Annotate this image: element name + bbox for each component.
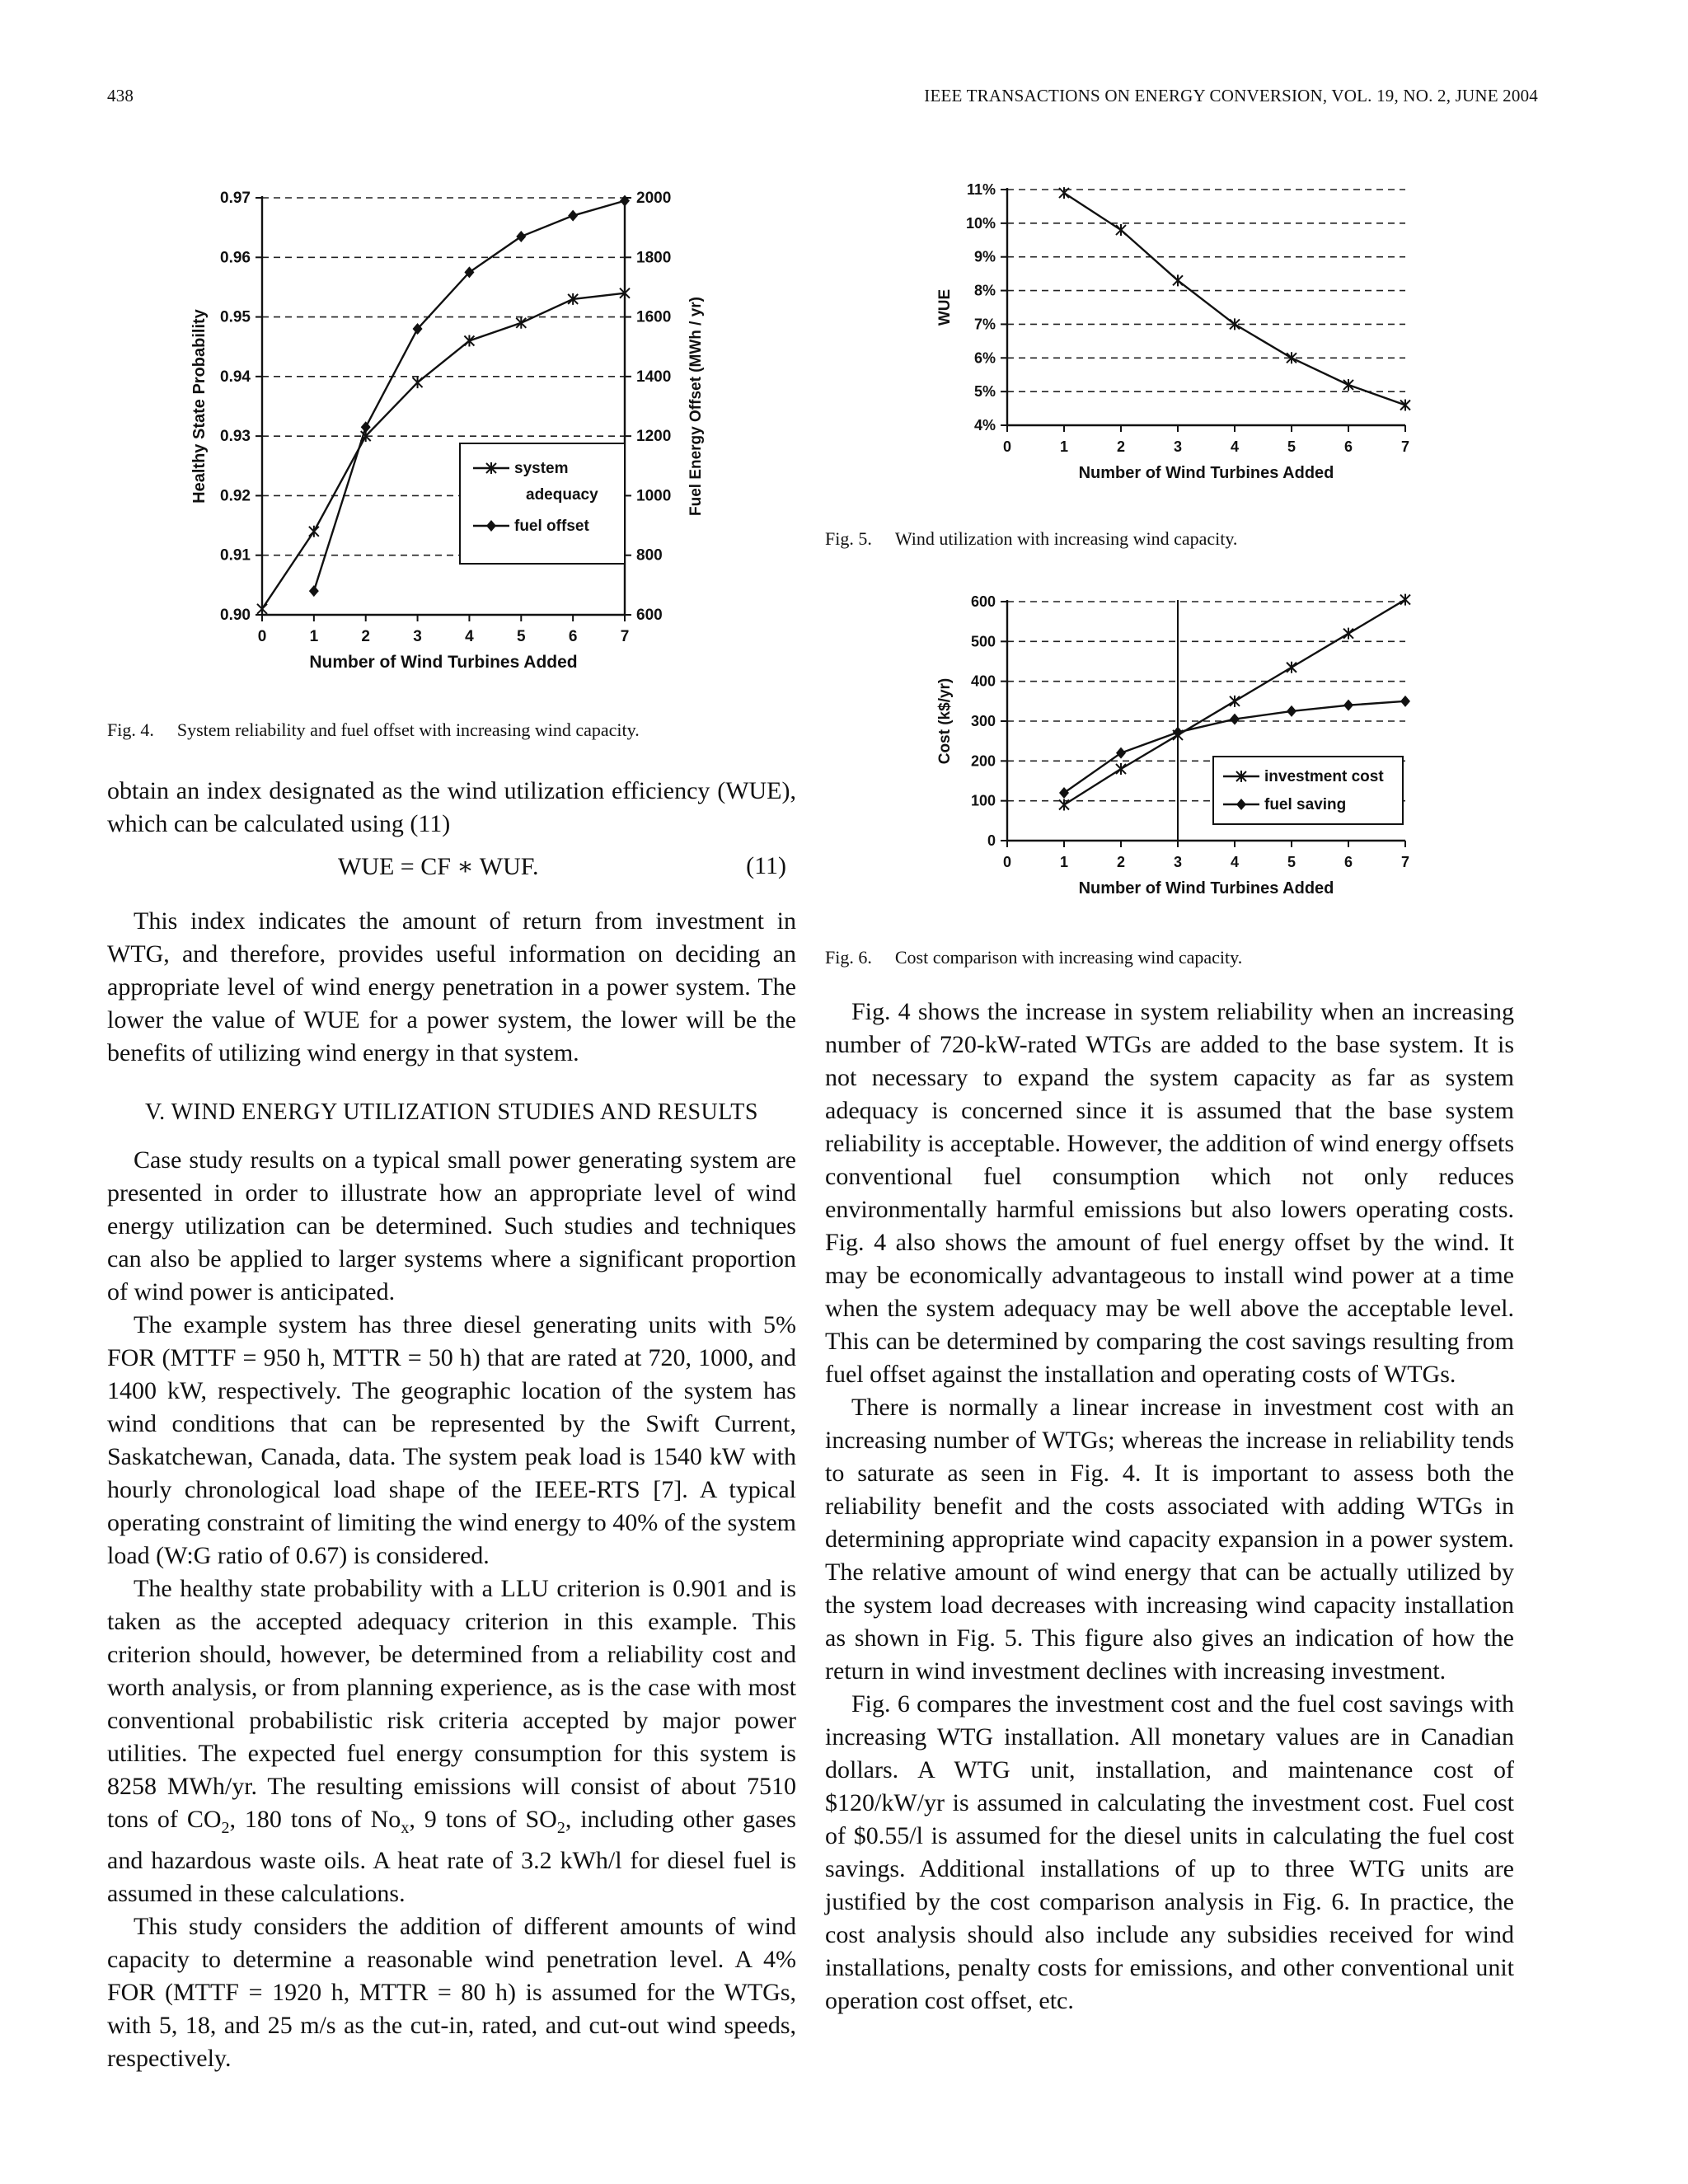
- point-system-adequacy: [413, 377, 423, 388]
- y-axis-label: Cost (k$/yr): [936, 677, 954, 765]
- point-investment-cost: [1400, 594, 1410, 606]
- x-tick-label: 6: [568, 628, 578, 645]
- y-tick-label: 0.91: [220, 546, 251, 565]
- point-investment-cost: [1116, 763, 1126, 775]
- y-tick-label: 11%: [966, 181, 996, 198]
- x-tick-label: 4: [1230, 854, 1240, 870]
- legend-label-fuel-saving: fuel saving: [1264, 796, 1347, 813]
- legend-box: [1213, 757, 1403, 824]
- point-investment-cost: [1343, 628, 1353, 640]
- x-tick-label: 0: [257, 628, 267, 645]
- y-tick-label: 10%: [965, 214, 996, 232]
- y2-tick-label: 1600: [636, 308, 672, 326]
- point-WUE: [1343, 379, 1353, 391]
- x-tick-label: 5: [1287, 854, 1296, 870]
- y-tick-label: 0.95: [220, 308, 251, 326]
- para-study: This study considers the addition of different amounts of wind capacity to determine a reasonable wind penetration level. A 4% FOR (MTTF = 1920 h, MTTR = 80 h) is assumed for the WTGs, with 5, 18, and 25 m/s as the cut-in, rated, and cut-out wind speeds, respectively.: [107, 1913, 796, 2072]
- fig5-caption-label: Fig. 5.: [825, 528, 872, 549]
- legend-label-system: system: [514, 460, 569, 477]
- x-axis-label: Number of Wind Turbines Added: [309, 653, 578, 672]
- point-fuel-saving: [1287, 705, 1296, 717]
- point-investment-cost: [1287, 662, 1296, 673]
- fig4-caption-text: System reliability and fuel offset with increasing wind capacity.: [176, 719, 640, 740]
- y-tick-label: 4%: [973, 417, 996, 434]
- fig4-caption: [107, 719, 640, 742]
- y-tick-label: 0.96: [220, 249, 251, 267]
- point-WUE: [1059, 187, 1069, 199]
- fig5-chart: [923, 180, 1434, 493]
- point-fuel-saving: [1343, 700, 1353, 711]
- legend-label-fuel-offset: fuel offset: [514, 518, 589, 535]
- point-fuel-saving: [1116, 748, 1126, 759]
- fig6-caption-label: Fig. 6.: [825, 947, 872, 968]
- point-fuel-offset: [620, 195, 630, 207]
- legend-label-investment-cost: investment cost: [1264, 768, 1384, 785]
- y-tick-label: 600: [970, 593, 996, 610]
- fig6-chart: [923, 583, 1434, 913]
- nox-subscript: x: [401, 1819, 410, 1837]
- y-tick-label: 5%: [973, 383, 996, 401]
- x-tick-label: 3: [1173, 854, 1183, 870]
- y2-tick-label: 1000: [636, 487, 672, 505]
- so2-subscript: 2: [556, 1819, 565, 1837]
- point-system-adequacy: [309, 526, 319, 537]
- y-tick-label: 100: [970, 792, 996, 809]
- x-tick-label: 7: [1400, 438, 1410, 455]
- x-tick-label: 2: [1116, 438, 1126, 455]
- y-tick-label: 8%: [973, 282, 996, 299]
- y-tick-label: 7%: [973, 316, 996, 333]
- x-tick-label: 0: [1002, 438, 1012, 455]
- para-intro: obtain an index designated as the wind utilization efficiency (WUE), which can be calculated using (11): [107, 777, 796, 837]
- point-fuel-offset: [309, 585, 319, 597]
- x-tick-label: 2: [1116, 854, 1126, 870]
- para-case-study: Case study results on a typical small power generating system are presented in order to illustrate how an appropriate level of wind energy utilization can be determined. Such studies and techniques can also be applied to larger systems where a significant proportion of wind power is anticipated.: [107, 1146, 796, 1305]
- healthy-text-c: , 9 tons of SO: [409, 1806, 557, 1833]
- section-heading: V. WIND ENERGY UTILIZATION STUDIES AND RESULTS: [145, 1099, 758, 1125]
- x-tick-label: 7: [1400, 854, 1410, 870]
- equation-body: WUE = CF ∗ WUF.: [338, 853, 539, 880]
- x-tick-label: 5: [516, 628, 526, 645]
- series-line-WUE: [1064, 193, 1405, 405]
- point-fuel-saving: [1230, 714, 1240, 725]
- x-tick-label: 6: [1343, 438, 1353, 455]
- x-tick-label: 3: [413, 628, 422, 645]
- y2-tick-label: 600: [636, 607, 663, 624]
- point-fuel-offset: [516, 231, 526, 242]
- para-healthy-state: [107, 1572, 796, 1910]
- para-fig6-discussion: Fig. 6 compares the investment cost and the fuel cost savings with increasing WTG installation. All monetary values are in Canadian dollars. A WTG unit, installation, and maintenance cost of $120/kW/yr is assumed in calculating the investment cost. Fuel cost of $0.55/l is assumed for the diesel units in calculating the fuel cost savings. Additional installations of up to three WTG units are justified by the cost comparison analysis in Fig. 6. In practice, the cost analysis should also include any subsidies received for wind installations, penalty costs for emissions, and other conventional unit operation cost offset, etc.: [825, 1690, 1514, 2014]
- x-axis-label: Number of Wind Turbines Added: [1078, 879, 1334, 898]
- equation-number: (11): [746, 852, 786, 879]
- equation-11: [107, 852, 796, 888]
- right-column: [825, 996, 1514, 2018]
- fig5-caption-text: Wind utilization with increasing wind capacity.: [894, 528, 1238, 549]
- point-system-adequacy: [516, 317, 526, 329]
- x-tick-label: 1: [1059, 854, 1069, 870]
- y-tick-label: 6%: [973, 349, 996, 367]
- y-tick-label: 200: [970, 752, 996, 770]
- point-fuel-offset: [568, 210, 578, 222]
- x-tick-label: 0: [1002, 854, 1012, 870]
- fig4-caption-label: Fig. 4.: [107, 719, 154, 740]
- y-axis-label: WUE: [936, 288, 954, 326]
- x-tick-label: 3: [1173, 438, 1183, 455]
- x-axis-label: Number of Wind Turbines Added: [1078, 464, 1334, 482]
- point-WUE: [1400, 399, 1410, 410]
- fig6-caption: [825, 946, 1242, 969]
- x-tick-label: 4: [465, 628, 474, 645]
- y2-tick-label: 2000: [636, 190, 672, 207]
- healthy-text-b: , 180 tons of No: [229, 1806, 401, 1833]
- y2-tick-label: 1200: [636, 428, 672, 446]
- co2-subscript: 2: [221, 1819, 230, 1837]
- running-header: IEEE TRANSACTIONS ON ENERGY CONVERSION, VOL. 19, NO. 2, JUNE 2004: [924, 86, 1538, 105]
- y-tick-label: 9%: [973, 248, 996, 265]
- left-column: [107, 775, 796, 2075]
- x-tick-label: 7: [620, 628, 630, 645]
- x-tick-label: 2: [361, 628, 371, 645]
- y-tick-label: 0.93: [220, 428, 251, 446]
- point-fuel-saving: [1059, 787, 1069, 799]
- y2-axis-label: Fuel Energy Offset (MWh / yr): [687, 296, 705, 517]
- point-fuel-saving: [1400, 696, 1410, 707]
- y-tick-label: 0.90: [220, 607, 251, 624]
- healthy-text-a: The healthy state probability with a LLU criterion is 0.901 and is taken as the accepted adequacy criterion in this example. This criterion should, however, be determined from a reliability cost and worth analysis, or from planning experience, as is the case with most conventional probabilistic risk criteria accepted by major power utilities. The expected fuel energy consumption for this system is 8258 MWh/yr. The resulting emissions will consist of about 7510 tons of CO: [107, 1575, 796, 1833]
- y-tick-label: 500: [970, 633, 996, 650]
- page-number: 438: [107, 86, 134, 105]
- legend-label-adequacy: adequacy: [526, 486, 598, 504]
- para-linear-increase: There is normally a linear increase in investment cost with an increasing number of WTGs; whereas the increase in reliability tends to saturate as seen in Fig. 4. It is important to assess both the reliability benefit and the costs associated with adding WTGs in determining appropriate wind capacity expansion in a power system. The relative amount of wind energy that can be actually utilized by the system load decreases with increasing wind capacity installation as shown in Fig. 5. This figure also gives an indication of how the return in wind investment declines with increasing investment.: [825, 1394, 1514, 1685]
- x-tick-label: 4: [1230, 438, 1240, 455]
- point-WUE: [1116, 224, 1126, 236]
- x-tick-label: 1: [309, 628, 319, 645]
- y-tick-label: 0.92: [220, 487, 251, 505]
- point-investment-cost: [1230, 696, 1240, 707]
- fig4-chart: [173, 180, 767, 691]
- point-WUE: [1173, 274, 1183, 286]
- y-tick-label: 400: [970, 673, 996, 690]
- y-tick-label: 0.94: [220, 368, 251, 386]
- y-tick-label: 0.97: [220, 190, 251, 207]
- para-index: This index indicates the amount of return from investment in WTG, and therefore, provides useful information on deciding an appropriate level of wind energy penetration in a power system. The lower the value of WUE for a power system, the lower will be the benefits of utilizing wind energy in that system.: [107, 907, 796, 1066]
- y-axis-label: Healthy State Probability: [190, 309, 209, 504]
- y-tick-label: 0: [987, 832, 996, 849]
- y2-tick-label: 1800: [636, 249, 672, 267]
- point-investment-cost: [1059, 799, 1069, 811]
- point-system-adequacy: [464, 335, 474, 346]
- para-fig4-discussion: Fig. 4 shows the increase in system reliability when an increasing number of 720-kW-rated WTGs are added to the base system. It is not necessary to expand the system capacity as far as system adequacy is concerned since it is assumed that the base system reliability is acceptable. However, the addition of wind energy offsets conventional fuel consumption which not only reduces environmentally harmful emissions but also lowers operating costs. Fig. 4 also shows the amount of fuel energy offset by the wind. It may be economically advantageous to install wind power at a time when the system adequacy may be well above the acceptable level. This can be determined by comparing the cost savings resulting from fuel offset against the installation and operating costs of WTGs.: [825, 998, 1514, 1388]
- fig6-caption-text: Cost comparison with increasing wind capacity.: [894, 947, 1243, 968]
- para-example-system: The example system has three diesel generating units with 5% FOR (MTTF = 950 h, MTTR = 50 h) that are rated at 720, 1000, and 1400 kW, respectively. The geographic location of the system has wind conditions that can be represented by the Swift Current, Saskatchewan, Canada, data. The system peak load is 1540 kW with hourly chronological load shape of the IEEE-RTS [7]. A typical operating constraint of limiting the wind energy to 40% of the system load (W:G ratio of 0.67) is considered.: [107, 1311, 796, 1569]
- fig5-caption: [825, 527, 1237, 551]
- healthy-text-d: , including other gases and hazardous waste oils. A heat rate of 3.2 kWh/l for diesel fuel is assumed in these calculations.: [107, 1806, 796, 1907]
- y2-tick-label: 1400: [636, 368, 672, 386]
- x-tick-label: 5: [1287, 438, 1296, 455]
- x-tick-label: 6: [1343, 854, 1353, 870]
- y2-tick-label: 800: [636, 546, 663, 565]
- y-tick-label: 300: [970, 713, 996, 729]
- x-tick-label: 1: [1059, 438, 1069, 455]
- point-system-adequacy: [257, 603, 267, 615]
